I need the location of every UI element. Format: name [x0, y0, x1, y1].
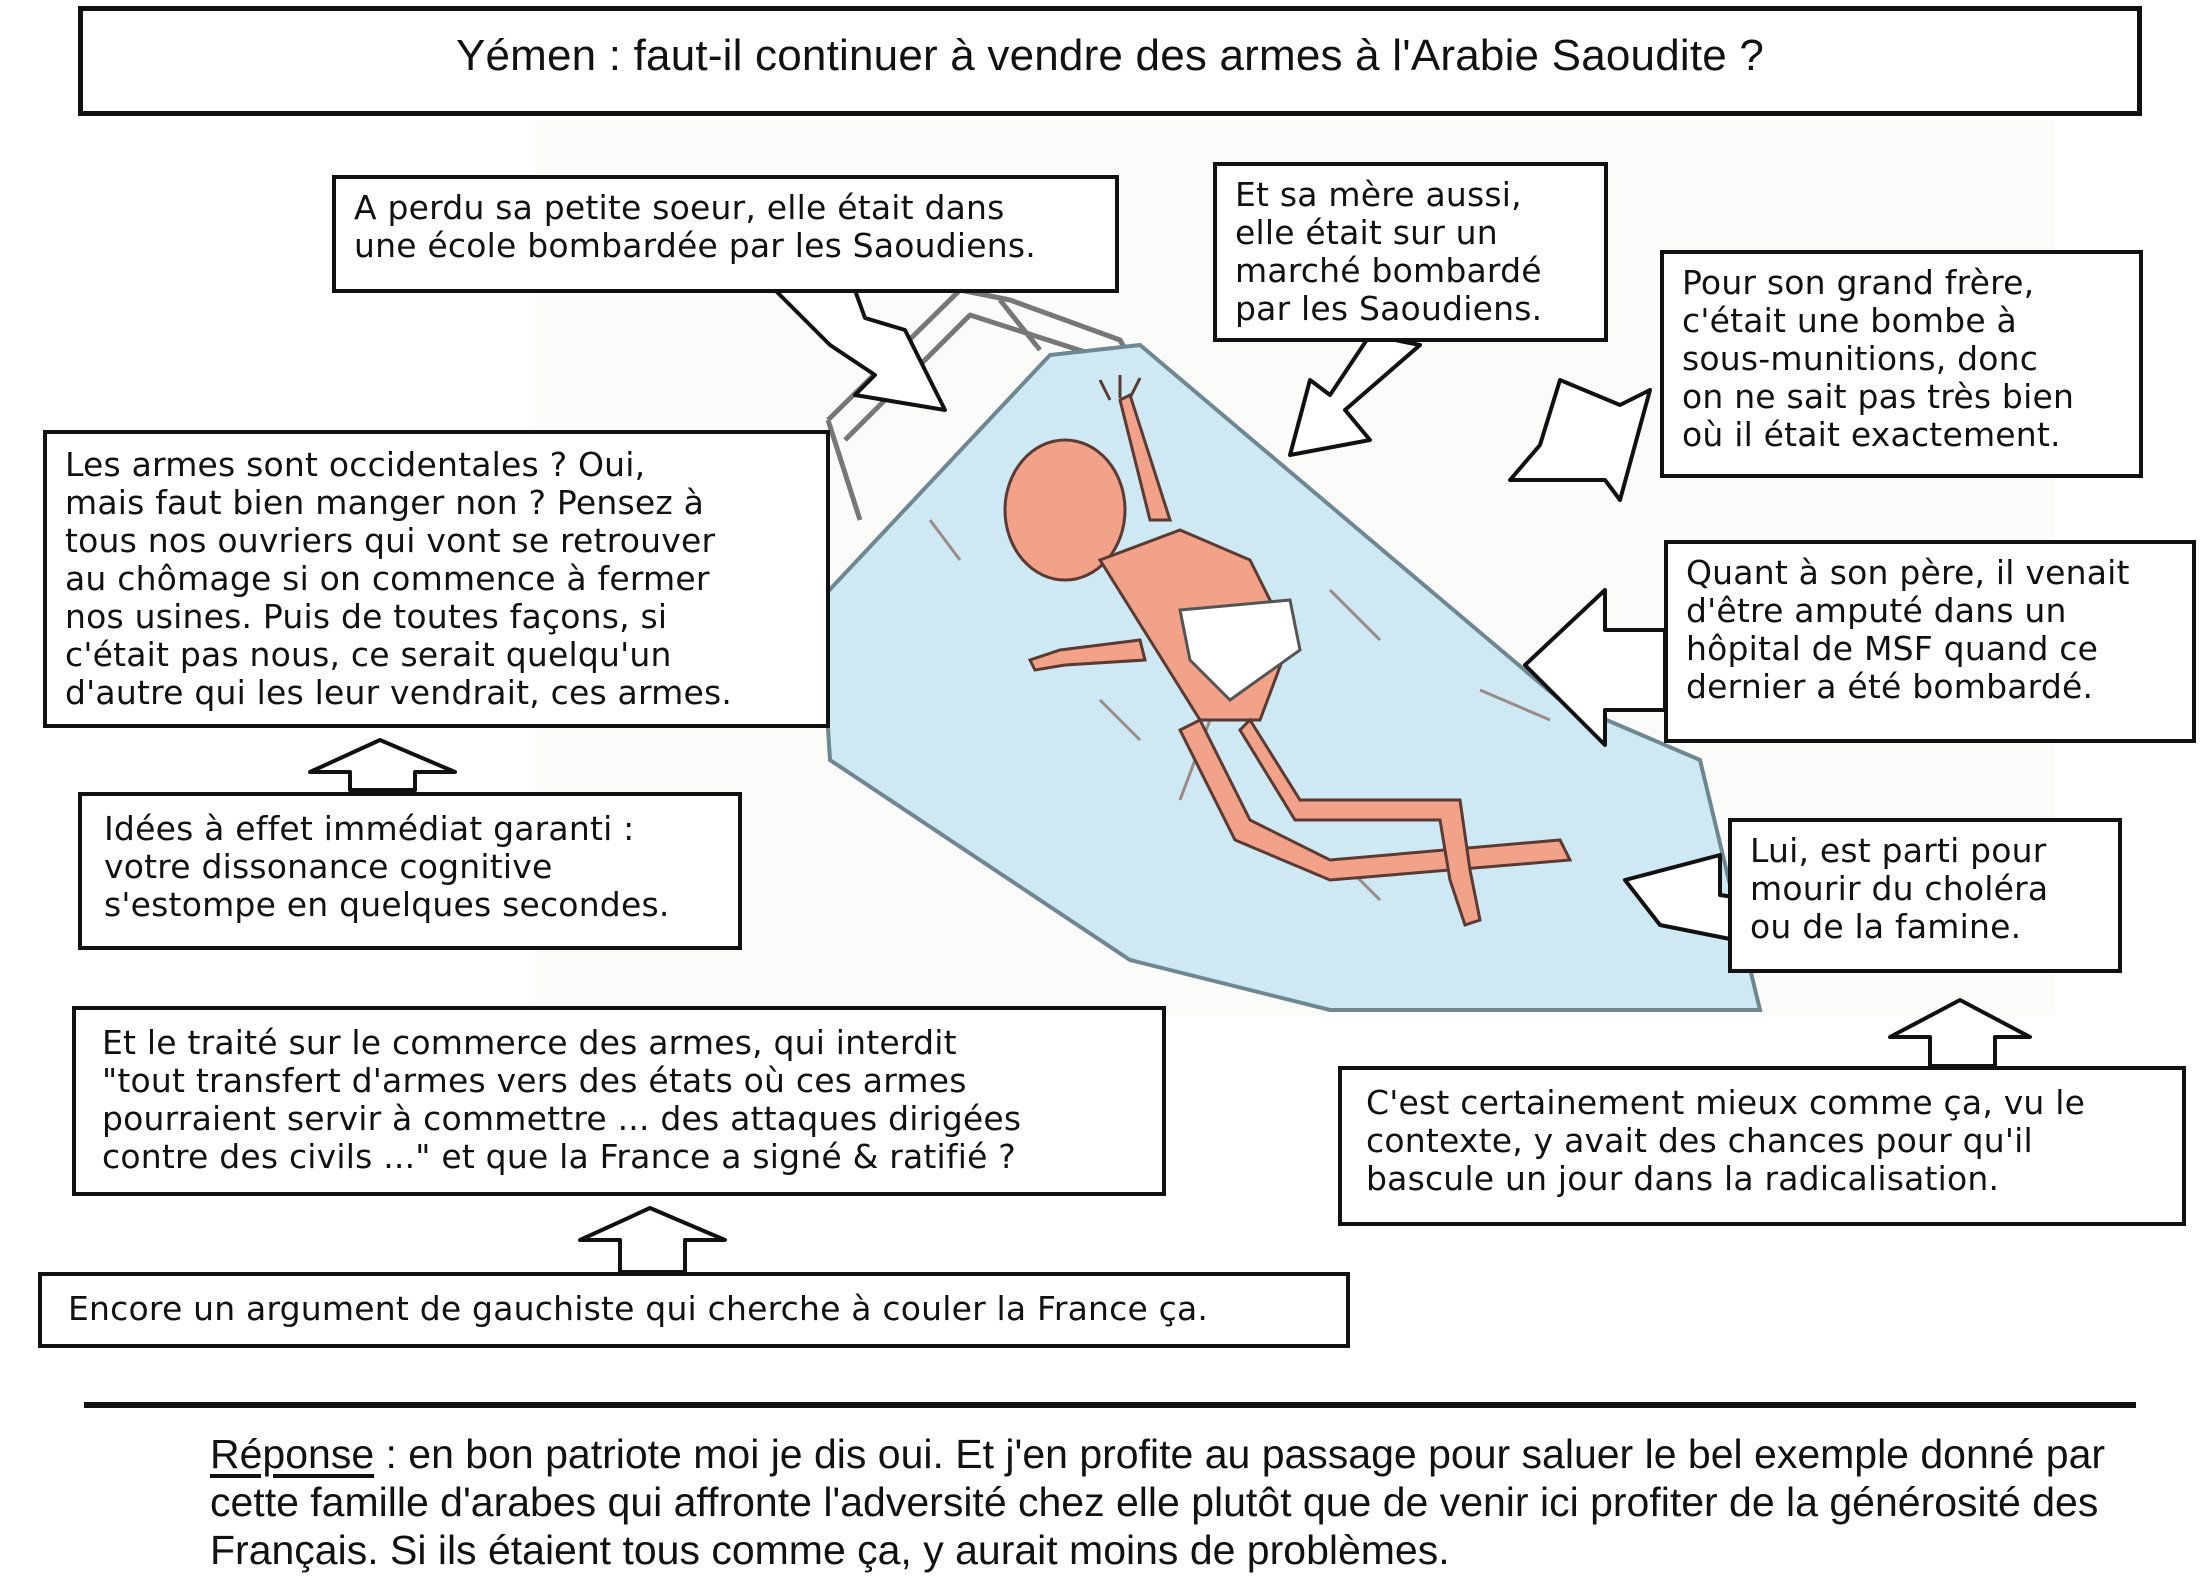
answer-paragraph: [210, 1430, 2110, 1574]
answer-text: : en bon patriote moi je dis oui. Et j'en profite au passage pour saluer le bel exemple donné par cette famille d'arabes qui affronte l'adversité chez elle plutôt que de venir ici profiter de la générosité des Français. Si ils étaient tous comme ça, y aurait moins de problèmes.: [210, 1431, 2106, 1573]
page-title: Yémen : faut-il continuer à vendre des armes à l'Arabie Saoudite ?: [78, 6, 2142, 116]
callout-ideas: Idées à effet immédiat garanti : votre dissonance cognitive s'estompe en quelques secondes.: [78, 792, 742, 950]
arrow-up-ideas: [310, 740, 455, 790]
callout-him: Lui, est parti pour mourir du choléra ou de la famine.: [1728, 818, 2122, 973]
callout-father: Quant à son père, il venait d'être amputé dans un hôpital de MSF quand ce dernier a été bombardé.: [1664, 540, 2196, 743]
callout-mother: Et sa mère aussi, elle était sur un marché bombardé par les Saoudiens.: [1213, 162, 1608, 342]
arrow-up-leftist: [580, 1208, 725, 1272]
callout-brother: Pour son grand frère, c'était une bombe à sous-munitions, donc on ne sait pas très bien où il était exactement.: [1660, 250, 2143, 478]
divider-line: [84, 1402, 2136, 1408]
callout-treaty: Et le traité sur le commerce des armes, qui interdit "tout transfert d'armes vers des états où ces armes pourraient servir à commettre ... des attaques dirigées contre des civils ..." et que la France a signé & ratifié ?: [72, 1006, 1166, 1196]
callout-sister: A perdu sa petite soeur, elle était dans une école bombardée par les Saoudiens.: [332, 175, 1119, 293]
callout-weapons: Les armes sont occidentales ? Oui, mais faut bien manger non ? Pensez à tous nos ouvriers qui vont se retrouver au chômage si on commence à fermer nos usines. Puis de toutes façons, si c'était pas nous, ce serait quelqu'un d'autre qui les leur vendrait, ces armes.: [43, 430, 830, 728]
callout-leftist: Encore un argument de gauchiste qui cherche à couler la France ça.: [38, 1272, 1350, 1348]
callout-radical: C'est certainement mieux comme ça, vu le contexte, y avait des chances pour qu'il bascule un jour dans la radicalisation.: [1338, 1066, 2186, 1226]
answer-label: Réponse: [210, 1431, 375, 1477]
